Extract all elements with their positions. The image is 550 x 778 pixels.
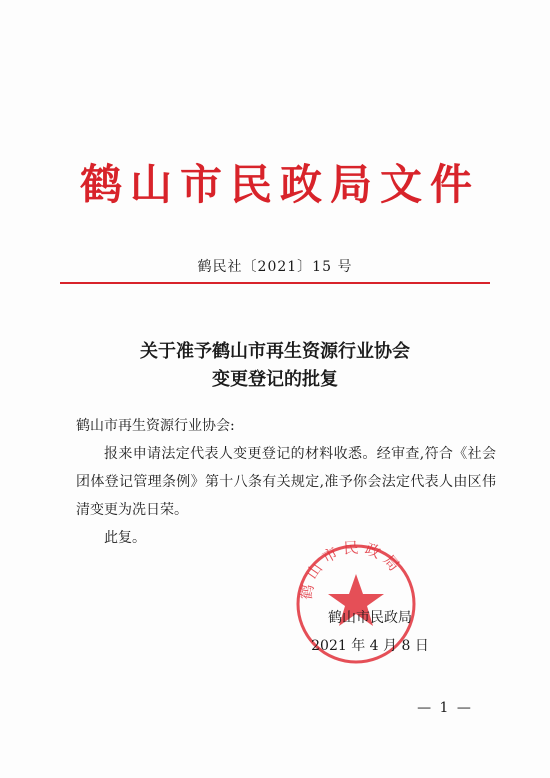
body-paragraph: 报来申请法定代表人变更登记的材料收悉。经审查,符合《社会团体登记管理条例》第十八条有关规定,准予你会法定代表人由区伟清变更为冼日荣。 bbox=[76, 446, 496, 518]
document-subject bbox=[0, 338, 550, 394]
document-body bbox=[76, 412, 496, 552]
salutation: 鹤山市再生资源行业协会: bbox=[76, 418, 235, 434]
subject-line-1: 关于准予鹤山市再生资源行业协会 bbox=[140, 341, 410, 362]
document-number: 鹤民社〔2021〕15 号 bbox=[197, 259, 353, 275]
closing-text: 此复。 bbox=[104, 530, 146, 546]
page-number: — 1 — bbox=[417, 700, 473, 716]
seal-text-path: 鹤山市民政局 bbox=[297, 540, 407, 601]
subject-line-2: 变更登记的批复 bbox=[212, 369, 338, 390]
issue-date: 2021 年 4 月 8 日 bbox=[311, 638, 429, 654]
header-red-rule bbox=[60, 282, 490, 284]
document-header-title: 鹤山市民政局文件 bbox=[79, 160, 480, 209]
issuer-name: 鹤山市民政局 bbox=[328, 610, 412, 626]
signature-block bbox=[300, 604, 440, 660]
